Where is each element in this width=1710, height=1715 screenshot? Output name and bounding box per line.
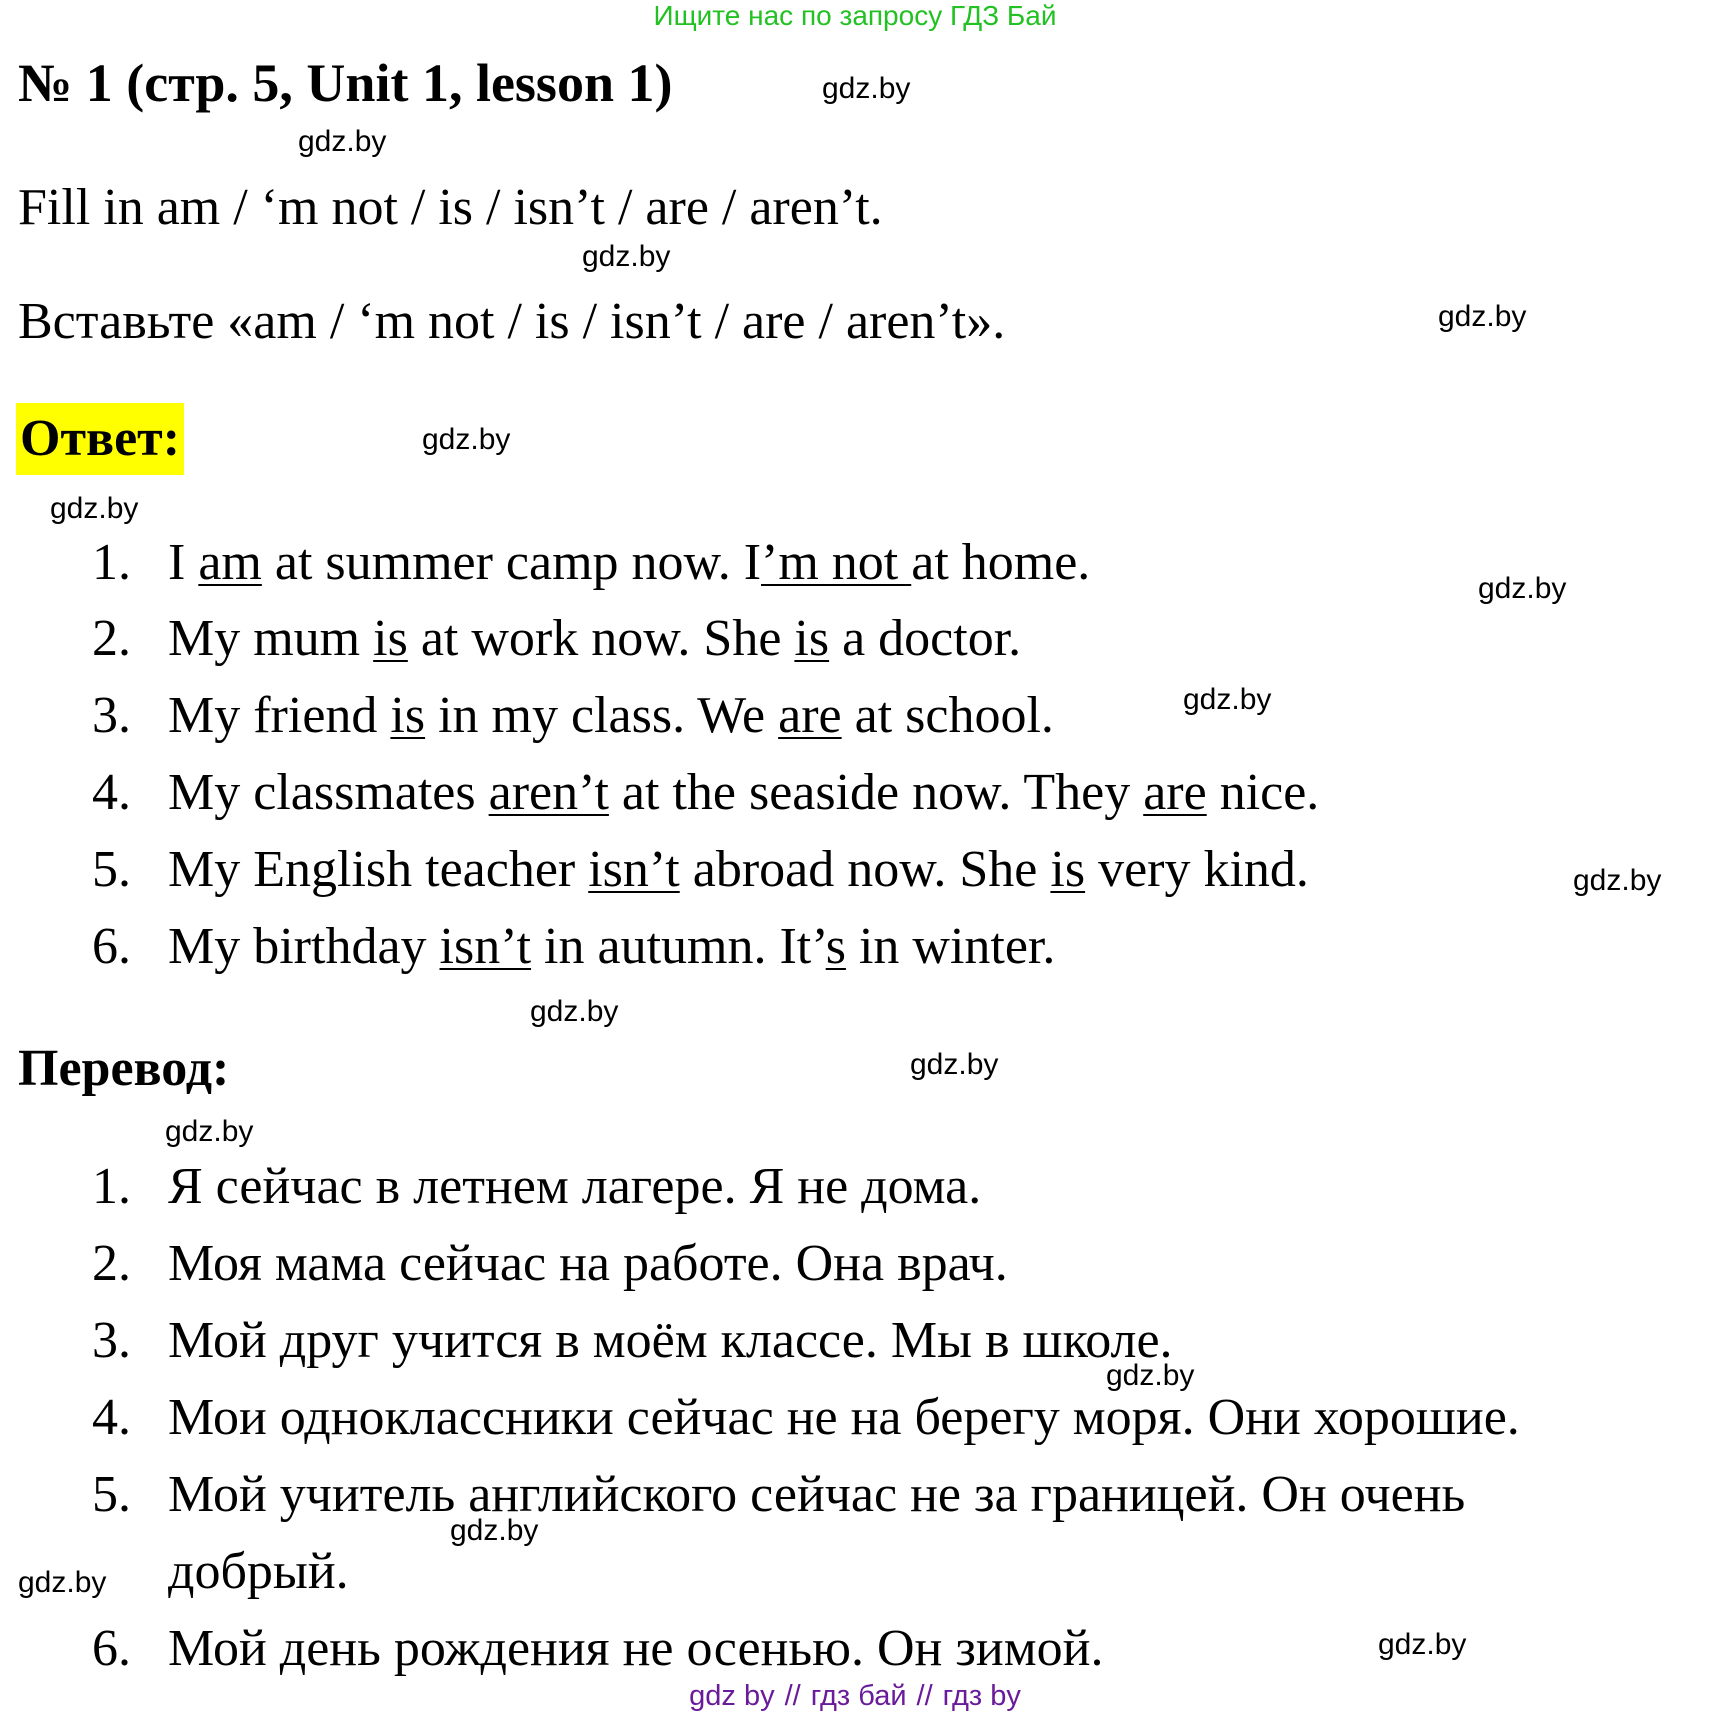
filled-word: ’m not [761,534,912,591]
translation-text: Я сейчас в летнем лагере. Я не дома. [168,1158,982,1215]
watermark: gdz.by [1478,572,1567,605]
footer-link[interactable]: гдз бай [810,1680,907,1712]
answer-heading: Ответ: [16,403,184,475]
answer-text-part: in autumn. It’ [531,918,826,975]
watermark: gdz.by [18,1566,107,1599]
instruction-english: Fill in am / ‘m not / is / isn’t / are / aren’t. [18,179,883,236]
translation-heading: Перевод: [18,1040,230,1097]
filled-word: am [198,534,262,591]
exercise-title: № 1 (стр. 5, Unit 1, lesson 1) [18,53,673,113]
translation-text: Мой друг учится в моём классе. Мы в школе. [168,1312,1173,1369]
filled-word: isn’t [588,841,680,898]
answer-text [168,686,1054,745]
answer-text-part: My birthday [168,918,440,975]
filled-word: are [778,687,842,744]
footer-separator: // [784,1680,801,1712]
filled-word: s [825,918,846,975]
item-number: 5. [92,841,131,898]
filled-word: is [794,610,830,667]
watermark: gdz.by [1378,1628,1467,1661]
answer-text [168,533,1090,592]
answer-text-part: abroad now. She [679,841,1051,898]
item-number: 6. [92,918,131,975]
translation-text: Мой учитель английского сейчас не за границей. Он очень [168,1466,1466,1523]
answer-text-part: My mum [168,610,374,667]
watermark: gdz.by [910,1048,999,1081]
filled-word: are [1143,764,1207,821]
instruction-russian: Вставьте «am / ‘m not / is / isn’t / are / aren’t». [18,293,1006,350]
answer-text-part: My English teacher [168,841,589,898]
filled-word: aren’t [488,764,609,821]
answer-text-part: at home. [911,534,1091,591]
search-banner: Ищите нас по запросу ГДЗ Бай [653,0,1057,31]
answer-text-part: a doctor. [829,610,1022,667]
answer-text-part: very kind. [1085,841,1309,898]
answer-text-part: at summer camp now. I [261,534,762,591]
answer-text-part: I [168,534,199,591]
watermark: gdz.by [1106,1359,1195,1392]
watermark: gdz.by [582,240,671,273]
translation-text: Мой день рождения не осенью. Он зимой. [168,1620,1104,1677]
footer-link[interactable]: gdz by [689,1680,775,1712]
item-number: 6. [92,1620,131,1677]
answer-text [168,840,1309,899]
watermark: gdz.by [1573,864,1662,897]
item-number: 3. [92,687,131,744]
footer-links [0,1680,1710,1713]
watermark: gdz.by [1183,683,1272,716]
item-number: 5. [92,1466,131,1523]
item-number: 1. [92,534,131,591]
watermark: gdz.by [530,995,619,1028]
filled-word: is [390,687,426,744]
filled-word: isn’t [439,918,532,975]
watermark: gdz.by [450,1514,539,1547]
item-number: 2. [92,1235,131,1292]
answer-text-part: My classmates [168,764,489,821]
answer-text-part: at work now. She [407,610,795,667]
answer-text-part: in my class. We [425,687,779,744]
answer-text-part: in winter. [845,918,1056,975]
translation-text: добрый. [168,1543,349,1600]
watermark: gdz.by [165,1115,254,1148]
filled-word: is [1050,841,1086,898]
answer-text [168,609,1021,668]
watermark: gdz.by [298,125,387,158]
translation-text: Моя мама сейчас на работе. Она врач. [168,1235,1008,1292]
item-number: 2. [92,610,131,667]
answer-text-part: nice. [1206,764,1320,821]
watermark: gdz.by [1438,300,1527,333]
item-number: 4. [92,1389,131,1446]
footer-separator: // [916,1680,933,1712]
answer-text-part: My friend [168,687,391,744]
watermark: gdz.by [822,72,911,105]
item-number: 4. [92,764,131,821]
answer-text [168,763,1319,822]
item-number: 1. [92,1158,131,1215]
footer-link[interactable]: гдз by [942,1680,1021,1712]
answer-text-part: at the seaside now. They [608,764,1144,821]
item-number: 3. [92,1312,131,1369]
answer-text [168,917,1055,976]
filled-word: is [373,610,408,667]
translation-text: Мои одноклассники сейчас не на берегу моря. Они хорошие. [168,1389,1520,1446]
watermark: gdz.by [422,423,511,456]
watermark: gdz.by [50,492,139,525]
answer-text-part: at school. [841,687,1054,744]
